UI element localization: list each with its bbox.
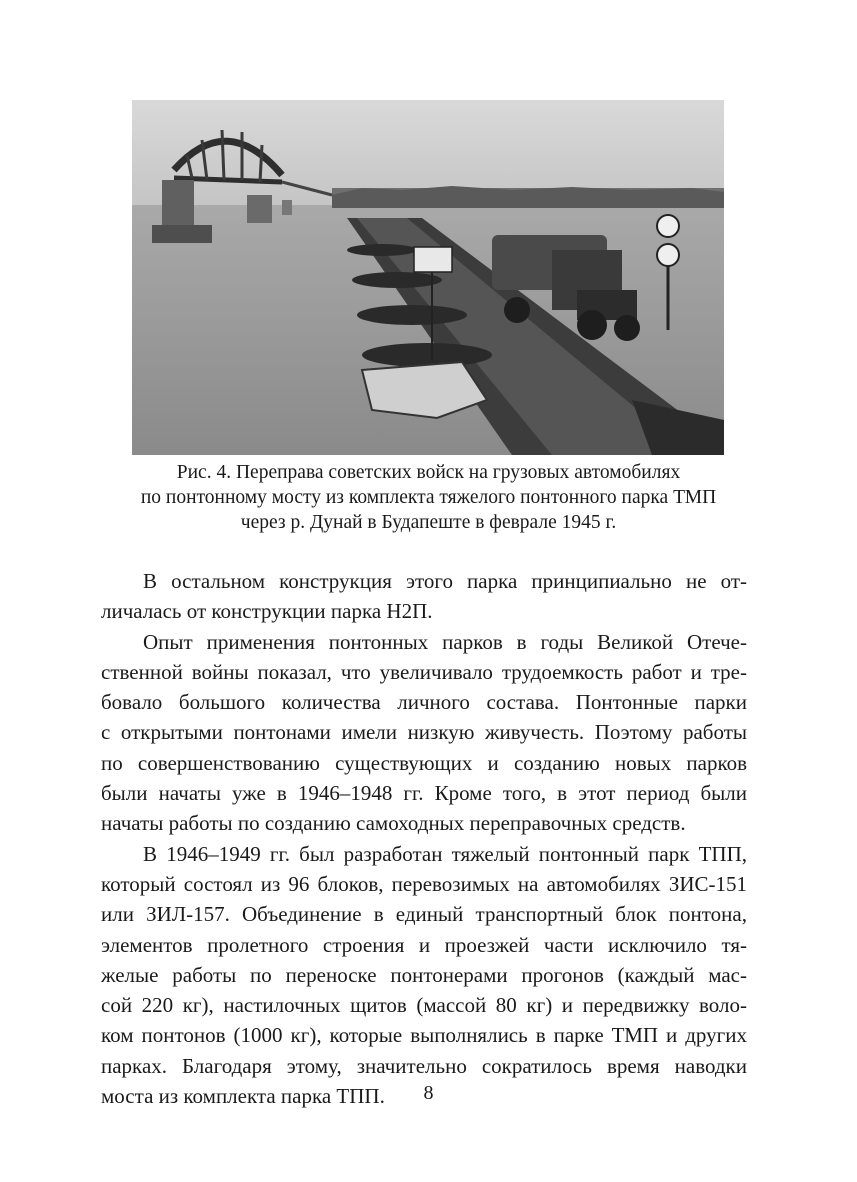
text-line: моста из комплекта парка ТПП. — [101, 1084, 385, 1109]
text-line: В 1946–1949 гг. был разработан тяжелый понтонный парк ТПП, — [143, 841, 747, 866]
paragraph — [101, 566, 747, 627]
text-line: который состоял из 96 блоков, перевозимых на автомобилях ЗИС-151 — [101, 871, 747, 896]
text-line: желые работы по переноске понтонерами прогонов (каждый мас- — [101, 962, 747, 987]
text-line: или ЗИЛ-157. Объединение в единый транспортный блок понтона, — [101, 902, 747, 927]
text-line: Опыт применения понтонных парков в годы Великой Отече- — [143, 629, 747, 654]
photo-pontoon-bridge-icon — [132, 100, 724, 455]
text-line: элементов пролетного строения и проезжей части исключило тя- — [101, 932, 747, 957]
caption-line: по понтонному мосту из комплекта тяжелого понтонного парка ТМП — [140, 487, 717, 508]
paragraph — [101, 839, 747, 1112]
text-line: парках. Благодаря этому, значительно сократилось время наводки — [101, 1053, 747, 1078]
figure-caption — [100, 460, 757, 535]
text-line: В остальном конструкция этого парка принципиально не от- — [143, 569, 747, 593]
text-line: ственной войны показал, что увеличивало трудоемкость работ и тре- — [101, 659, 747, 684]
paragraph — [101, 627, 747, 839]
text-line: по совершенствованию существующих и созданию новых парков — [101, 750, 747, 775]
caption-line: через р. Дунай в Будапеште в феврале 1945 г. — [240, 512, 617, 533]
pontoon-bridge-photo — [132, 100, 724, 455]
text-line: личалась от конструкции парка Н2П. — [101, 599, 433, 624]
text-line: сой 220 кг), настилочных щитов (массой 80 кг) и передвижку воло- — [101, 993, 747, 1018]
caption-line: Рис. 4. Переправа советских войск на грузовых автомобилях — [176, 462, 681, 483]
page-number: 8 — [423, 1082, 434, 1104]
body-text — [101, 566, 747, 1111]
text-line: бовало большого количества личного состава. Понтонные парки — [101, 690, 747, 715]
text-line: с открытыми понтонами имели низкую живучесть. Поэтому работы — [101, 720, 747, 745]
text-line: ком понтонов (1000 кг), которые выполнялись в парке ТМП и других — [101, 1023, 747, 1048]
text-line: начаты работы по созданию самоходных переправочных средств. — [101, 811, 686, 836]
text-line: были начаты уже в 1946–1948 гг. Кроме того, в этот период были — [101, 781, 747, 806]
